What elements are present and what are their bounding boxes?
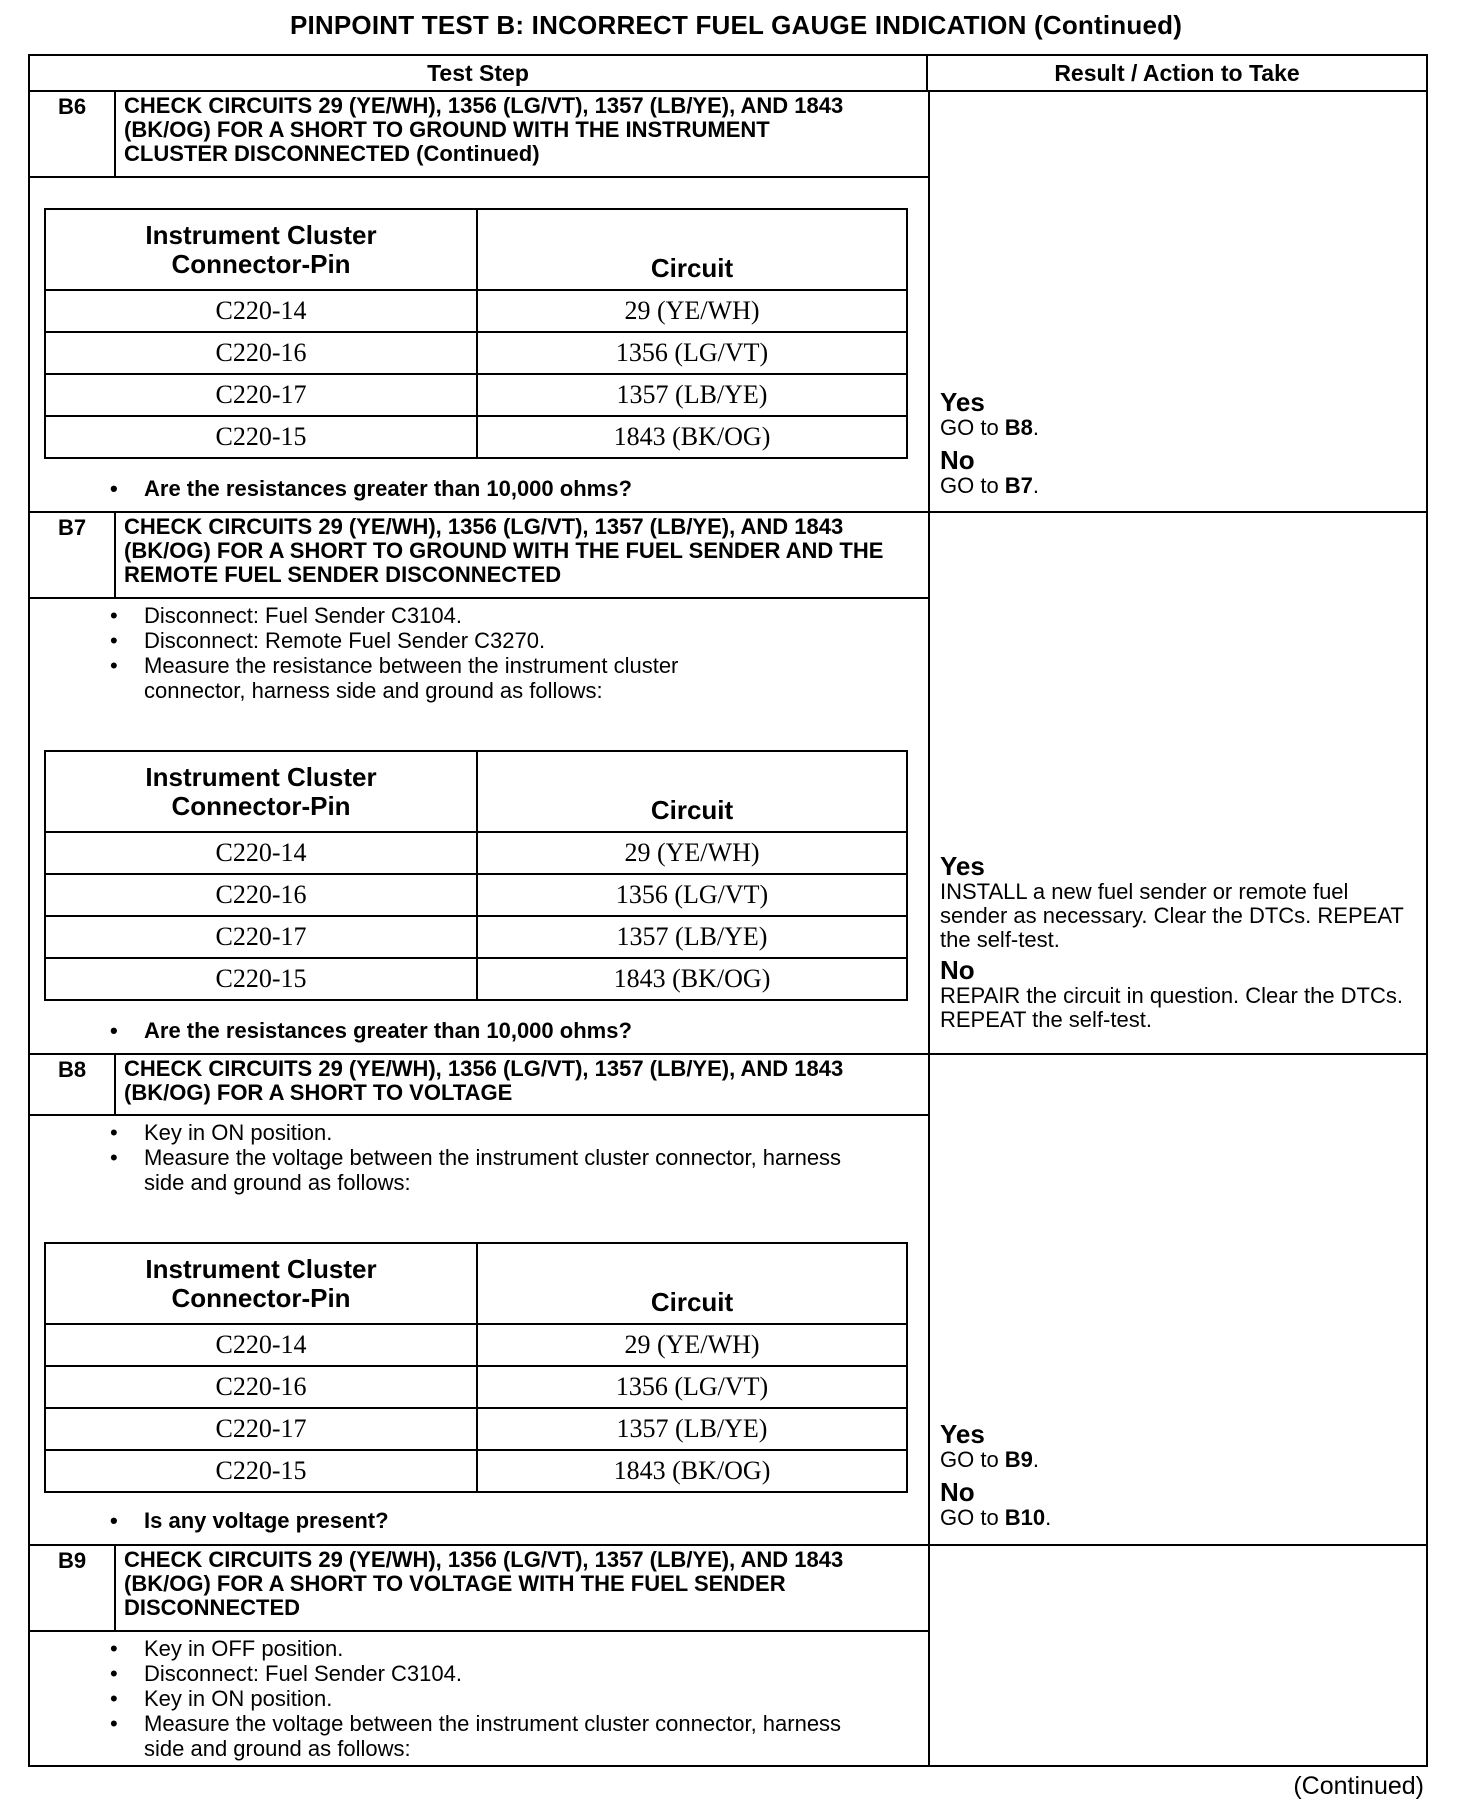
table-row <box>45 958 907 1000</box>
no-action: REPAIR the circuit in question. Clear the DTCs. REPEAT the self-test. <box>940 983 1403 1032</box>
step-id: B8 <box>57 1057 87 1082</box>
divider <box>114 1546 116 1630</box>
table-row <box>45 332 907 374</box>
divider <box>30 1053 1426 1055</box>
circuit-cell: 1357 (LB/YE) <box>477 916 907 958</box>
circuit-cell: 29 (YE/WH) <box>477 832 907 874</box>
pin-table <box>44 750 908 1001</box>
step-title: CHECK CIRCUITS 29 (YE/WH), 1356 (LG/VT), 1357 (LB/YE), AND 1843 (BK/OG) FOR A SHORT TO VOLTAGE WITH THE FUEL SENDER DISCONNECTED <box>124 1547 844 1620</box>
list-item: • Key in ON position. <box>110 1686 850 1711</box>
table-row <box>45 290 907 332</box>
circuit-cell: 1356 (LG/VT) <box>477 332 907 374</box>
step-bullets <box>110 1120 850 1195</box>
divider <box>30 511 1426 513</box>
yes-action: GO to B9. <box>940 1447 1040 1472</box>
step-result <box>940 852 1420 1032</box>
list-item: • Measure the voltage between the instrument cluster connector, harness side and ground as follows: <box>110 1711 850 1761</box>
pin-cell: C220-16 <box>45 332 477 374</box>
yes-action: GO to B8. <box>940 415 1040 440</box>
list-item: • Disconnect: Fuel Sender C3104. <box>110 1661 850 1686</box>
list-item: • Measure the voltage between the instrument cluster connector, harness side and ground as follows: <box>110 1145 850 1195</box>
divider <box>114 1055 116 1114</box>
col-header-circuit: Circuit <box>477 751 907 832</box>
pin-cell: C220-15 <box>45 1450 477 1492</box>
col-header-pin: Instrument Cluster Connector-Pin <box>45 1243 477 1324</box>
step-question: • Is any voltage present? <box>110 1508 389 1534</box>
no-label: No <box>940 955 975 985</box>
list-item: • Disconnect: Remote Fuel Sender C3270. <box>110 628 750 653</box>
pin-cell: C220-14 <box>45 832 477 874</box>
pin-cell: C220-15 <box>45 416 477 458</box>
pin-cell: C220-15 <box>45 958 477 1000</box>
pin-cell: C220-14 <box>45 1324 477 1366</box>
step-question: • Are the resistances greater than 10,000 ohms? <box>110 476 632 502</box>
pinpoint-test-table <box>28 54 1428 1767</box>
col-header-pin: Instrument Cluster Connector-Pin <box>45 209 477 290</box>
circuit-cell: 1357 (LB/YE) <box>477 374 907 416</box>
pin-cell: C220-16 <box>45 874 477 916</box>
pin-cell: C220-14 <box>45 290 477 332</box>
table-row <box>45 416 907 458</box>
step-id: B7 <box>57 515 87 540</box>
step-bullets <box>110 1636 850 1761</box>
table-row <box>45 1366 907 1408</box>
circuit-cell: 29 (YE/WH) <box>477 290 907 332</box>
circuit-cell: 29 (YE/WH) <box>477 1324 907 1366</box>
yes-label: Yes <box>940 387 985 417</box>
divider <box>114 513 116 597</box>
step-result <box>940 388 1420 498</box>
continued-note: (Continued) <box>1293 1772 1424 1800</box>
pin-table <box>44 1242 908 1493</box>
step-title: CHECK CIRCUITS 29 (YE/WH), 1356 (LG/VT), 1357 (LB/YE), AND 1843 (BK/OG) FOR A SHORT TO GROUND WITH THE INSTRUMENT CLUSTER DISCONNECTED (Continued) <box>124 93 844 166</box>
divider <box>114 92 116 176</box>
pin-cell: C220-16 <box>45 1366 477 1408</box>
divider <box>30 1630 928 1632</box>
col-header-circuit: Circuit <box>477 1243 907 1324</box>
table-row <box>45 374 907 416</box>
no-action: GO to B7. <box>940 473 1040 498</box>
list-item: • Measure the resistance between the instrument cluster connector, harness side and ground as follows: <box>110 653 750 703</box>
list-item: • Key in OFF position. <box>110 1636 850 1661</box>
list-item: • Key in ON position. <box>110 1120 850 1145</box>
circuit-cell: 1843 (BK/OG) <box>477 416 907 458</box>
step-id: B6 <box>57 94 87 119</box>
pin-cell: C220-17 <box>45 916 477 958</box>
step-result <box>940 1420 1420 1530</box>
table-row <box>45 1450 907 1492</box>
yes-action: INSTALL a new fuel sender or remote fuel sender as necessary. Clear the DTCs. REPEAT the self-test. <box>940 879 1404 952</box>
no-label: No <box>940 445 975 475</box>
header-test-step: Test Step <box>30 56 928 92</box>
divider <box>30 1544 1426 1546</box>
step-title: CHECK CIRCUITS 29 (YE/WH), 1356 (LG/VT), 1357 (LB/YE), AND 1843 (BK/OG) FOR A SHORT TO VOLTAGE <box>124 1056 844 1105</box>
table-row <box>45 874 907 916</box>
circuit-cell: 1356 (LG/VT) <box>477 1366 907 1408</box>
pin-cell: C220-17 <box>45 1408 477 1450</box>
no-action: GO to B10. <box>940 1505 1052 1530</box>
step-title: CHECK CIRCUITS 29 (YE/WH), 1356 (LG/VT), 1357 (LB/YE), AND 1843 (BK/OG) FOR A SHORT TO GROUND WITH THE FUEL SENDER AND THE REMOTE FUEL SENDER DISCONNECTED <box>124 514 884 587</box>
circuit-cell: 1843 (BK/OG) <box>477 1450 907 1492</box>
yes-label: Yes <box>940 851 985 881</box>
no-label: No <box>940 1477 975 1507</box>
col-header-circuit: Circuit <box>477 209 907 290</box>
step-bullets <box>110 603 750 703</box>
pin-table <box>44 208 908 459</box>
table-row <box>45 1408 907 1450</box>
col-header-pin: Instrument Cluster Connector-Pin <box>45 751 477 832</box>
divider <box>30 597 928 599</box>
page-title: PINPOINT TEST B: INCORRECT FUEL GAUGE INDICATION (Continued) <box>289 10 1183 40</box>
pin-cell: C220-17 <box>45 374 477 416</box>
table-row <box>45 916 907 958</box>
circuit-cell: 1357 (LB/YE) <box>477 1408 907 1450</box>
header-result: Result / Action to Take <box>928 56 1426 92</box>
divider <box>30 176 928 178</box>
table-row <box>45 832 907 874</box>
table-row <box>45 1324 907 1366</box>
divider <box>30 1114 928 1116</box>
step-id: B9 <box>57 1548 87 1573</box>
circuit-cell: 1356 (LG/VT) <box>477 874 907 916</box>
circuit-cell: 1843 (BK/OG) <box>477 958 907 1000</box>
step-question: • Are the resistances greater than 10,000 ohms? <box>110 1018 632 1044</box>
list-item: • Disconnect: Fuel Sender C3104. <box>110 603 750 628</box>
column-divider <box>928 92 930 1767</box>
yes-label: Yes <box>940 1419 985 1449</box>
